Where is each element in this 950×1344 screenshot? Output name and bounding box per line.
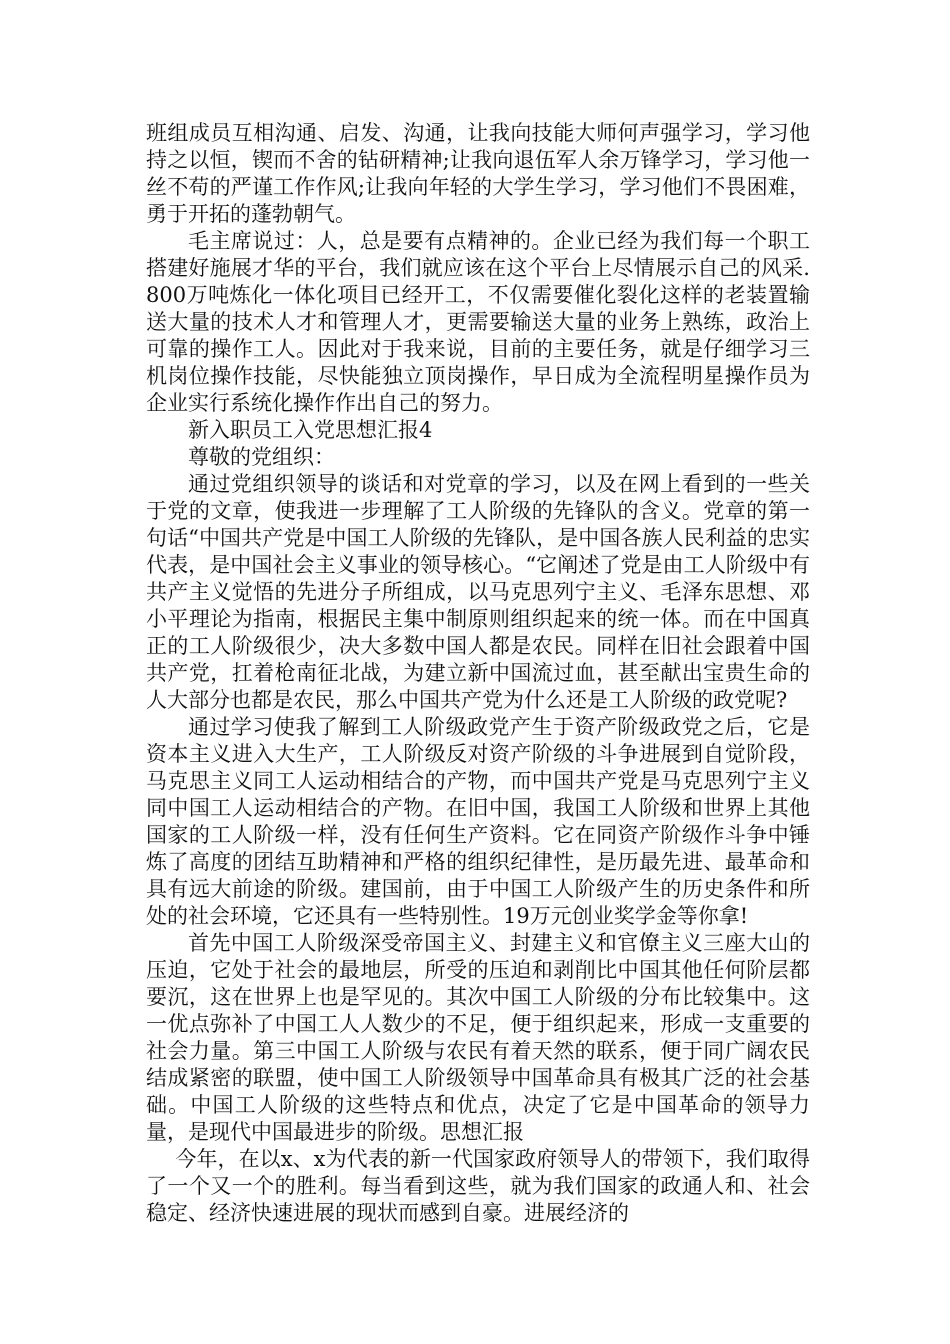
- section-title: 新入职员工入党思想汇报4: [188, 418, 433, 442]
- paragraph-continuation: 班组成员互相沟通、启发、沟通，让我向技能大师何声强学习，学习他持之以恒，锲而不舍的钻研精神;让我向退伍军人余万锋学习，学习他一丝不苟的严谨工作作风;让我向年轻的大学生学习，学习他们不畏困难，勇于开拓的蓬勃朝气。: [146, 121, 810, 226]
- salutation: 尊敬的党组织：: [188, 445, 335, 469]
- document-page: [146, 120, 810, 1227]
- paragraph-this-year: 今年，在以x、x为代表的新一代国家政府领导人的带领下，我们取得了一个又一个的胜利。每当看到这些，就为我们国家的政通人和、社会稳定、经济快速进展的现状而感到自豪。进展经济的: [146, 1147, 810, 1225]
- paragraph-working-class-party: 通过学习使我了解到工人阶级政党产生于资产阶级政党之后，它是资本主义进入大生产，工人阶级反对资产阶级的斗争进展到自觉阶段，马克思主义同工人运动相结合的产物，而中国共产党是马克思列宁主义同中国工人运动相结合的产物。在旧中国，我国工人阶级和世界上其他国家的工人阶级一样，没有任何生产资料。它在同资产阶级作斗争中锤炼了高度的团结互助精神和严格的组织纪律性，是历最先进、最革命和具有远大前途的阶级。建国前，由于中国工人阶级产生的历史条件和所处的社会环境，它还具有一些特别性。19万元创业奖学金等你拿!: [146, 715, 810, 928]
- paragraph-working-class-features: 首先中国工人阶级深受帝国主义、封建主义和官僚主义三座大山的压迫，它处于社会的最地层，所受的压迫和剥削比中国其他任何阶层都要沉，这在世界上也是罕见的。其次中国工人阶级的分布比较集中。这一优点弥补了中国工人人数少的不足，便于组织起来，形成一支重要的社会力量。第三中国工人阶级与农民有着天然的联系，便于同广阔农民结成紧密的联盟，使中国工人阶级领导中国革命具有极其广泛的社会基础。中国工人阶级的这些特点和优点，决定了它是中国革命的领导力量，是现代中国最进步的阶级。思想汇报: [146, 931, 810, 1144]
- paragraph-party-constitution: 通过党组织领导的谈话和对党章的学习，以及在网上看到的一些关于党的文章，使我进一步理解了工人阶级的先锋队的含义。党章的第一句话“中国共产党是中国工人阶级的先锋队，是中国各族人民利益的忠实代表，是中国社会主义事业的领导核心。“它阐述了党是由工人阶级中有共产主义觉悟的先进分子所组成，以马克思列宁主义、毛泽东思想、邓小平理论为指南，根据民主集中制原则组织起来的统一体。而在中国真正的工人阶级很少，决大多数中国人都是农民。同样在旧社会跟着中国共产党，扛着枪南征北战，为建立新中国流过血，甚至献出宝贵生命的人大部分也都是农民，那么中国共产党为什么还是工人阶级的政党呢?: [146, 472, 810, 712]
- paragraph-mao-quote: 毛主席说过：人，总是要有点精神的。企业已经为我们每一个职工搭建好施展才华的平台，我们就应该在这个平台上尽情展示自己的风采.800万吨炼化一体化项目已经开工，不仅需要催化裂化这样的老装置输送大量的技术人才和管理人才，更需要输送大量的业务上熟练，政治上可靠的操作工人。因此对于我来说，目前的主要任务，就是仔细学习三机岗位操作技能，尽快能独立顶岗操作，早日成为全流程明星操作员为企业实行系统化操作作出自己的努力。: [146, 229, 810, 415]
